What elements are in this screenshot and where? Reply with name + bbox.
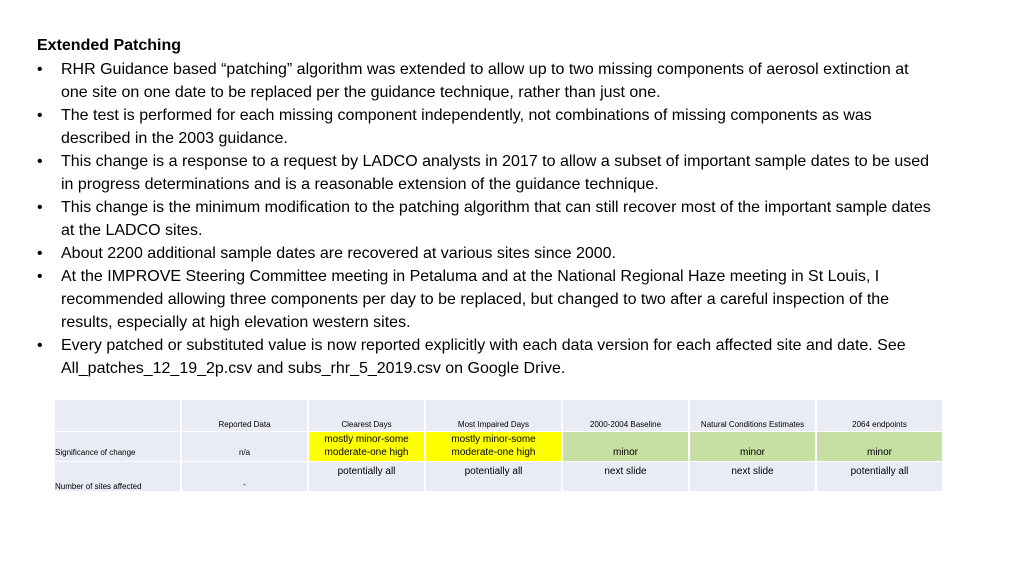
bullet-text: About 2200 additional sample dates are recovered at various sites since 2000. <box>61 245 617 262</box>
table-cell: next slide <box>690 462 815 491</box>
summary-table <box>53 399 944 492</box>
bullet-dot: • <box>37 107 43 124</box>
header-cell-empty <box>55 400 180 431</box>
slide-heading: Extended Patching <box>37 37 182 54</box>
bullet-item <box>37 58 937 104</box>
bullet-item <box>37 265 937 334</box>
bullet-dot: • <box>37 61 43 78</box>
header-cell: 2064 endpoints <box>817 400 942 431</box>
table-cell: potentially all <box>426 462 561 491</box>
table-cell: minor <box>690 432 815 461</box>
bullet-dot: • <box>37 337 43 354</box>
table-row <box>55 432 942 461</box>
bullet-text: This change is the minimum modification to the patching algorithm that can still recover most of the important sample dates at the LADCO sites. <box>61 199 931 239</box>
table-cell: next slide <box>563 462 688 491</box>
bullet-dot: • <box>37 153 43 170</box>
bullet-item <box>37 150 937 196</box>
bullet-item <box>37 242 937 265</box>
table-cell: mostly minor-some moderate-one high <box>309 432 424 461</box>
table-cell: minor <box>817 432 942 461</box>
row-label: Significance of change <box>55 432 180 461</box>
header-cell: 2000-2004 Baseline <box>563 400 688 431</box>
table-header-row <box>55 400 942 431</box>
header-cell: Natural Conditions Estimates <box>690 400 815 431</box>
table-cell: potentially all <box>817 462 942 491</box>
bullet-item <box>37 334 937 380</box>
bullet-item <box>37 104 937 150</box>
bullet-dot: • <box>37 268 43 285</box>
bullet-list <box>37 58 937 380</box>
bullet-text: This change is a response to a request by LADCO analysts in 2017 to allow a subset of important sample dates to be used in progress determinations and is a reasonable extension of the guidance technique. <box>61 153 930 193</box>
bullet-text: RHR Guidance based “patching” algorithm was extended to allow up to two missing components of aerosol extinction at one site on one date to be replaced per the guidance technique, rather than just one. <box>61 61 909 101</box>
header-cell: Clearest Days <box>309 400 424 431</box>
bullet-dot: • <box>37 199 43 216</box>
table-cell: - <box>182 462 307 491</box>
bullet-text: Every patched or substituted value is now reported explicitly with each data version for each affected site and date. See All_patches_12_19_2p.csv and subs_rhr_5_2019.csv on Google Drive. <box>61 337 906 377</box>
bullet-dot: • <box>37 245 43 262</box>
header-cell: Most Impaired Days <box>426 400 561 431</box>
bullet-text: The test is performed for each missing component independently, not combinations of missing components as was described in the 2003 guidance. <box>61 107 872 147</box>
row-label: Number of sites affected <box>55 462 180 491</box>
table-cell: n/a <box>182 432 307 461</box>
slide-content <box>37 35 937 380</box>
table-cell: minor <box>563 432 688 461</box>
bullet-text: At the IMPROVE Steering Committee meeting in Petaluma and at the National Regional Haze meeting in St Louis, I recommended allowing three components per day to be replaced, but changed to two after a careful inspection of the results, especially at high elevation western sites. <box>61 268 890 331</box>
table-row <box>55 462 942 491</box>
header-cell: Reported Data <box>182 400 307 431</box>
bullet-item <box>37 196 937 242</box>
table-cell: potentially all <box>309 462 424 491</box>
table-cell: mostly minor-some moderate-one high <box>426 432 561 461</box>
